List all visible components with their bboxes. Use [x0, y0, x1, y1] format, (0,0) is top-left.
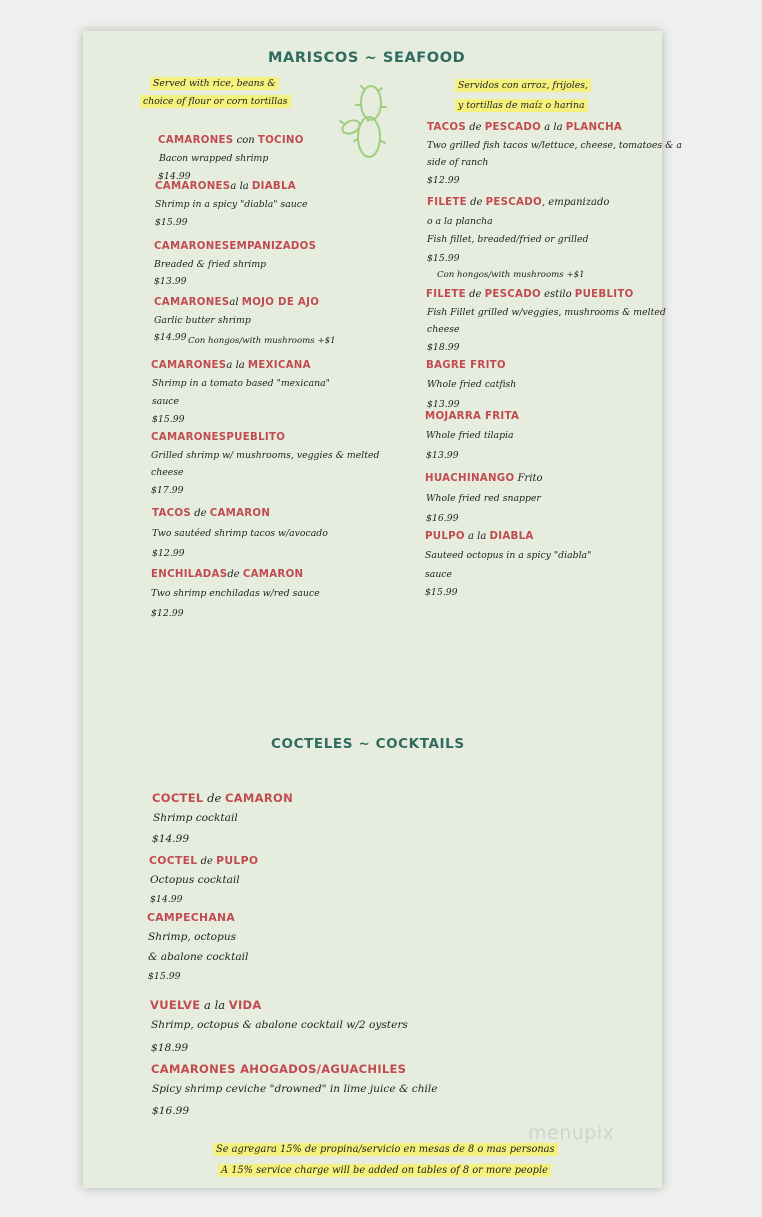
cactus-icon	[338, 83, 394, 161]
note-es-2: y tortillas de maíz o harina	[455, 93, 588, 112]
item-camarones-mexicana: CAMARONESa la MEXICANA	[151, 360, 311, 371]
item-desc: Garlic butter shrimp	[154, 315, 251, 326]
item-desc: sauce	[425, 569, 453, 580]
item-camarones-mojo-de-ajo: CAMARONESal MOJO DE AJO	[154, 297, 320, 308]
item-mojarra-frita: MOJARRA FRITA	[425, 411, 520, 422]
item-coctel-pulpo: COCTEL de PULPO	[149, 854, 259, 867]
item-camarones-tocino: CAMARONES con TOCINO	[158, 135, 304, 146]
item-campechana: CAMPECHANA	[147, 911, 236, 924]
item-desc: Bacon wrapped shrimp	[159, 153, 269, 164]
note-en-1: Served with rice, beans &	[150, 71, 279, 90]
item-desc: Breaded & fried shrimp	[154, 259, 267, 270]
item-price: $15.99	[427, 253, 460, 264]
cocktails-title: COCTELES ~ COCKTAILS	[271, 736, 465, 752]
item-price: $12.99	[152, 548, 185, 559]
item-price: $15.99	[425, 587, 458, 598]
item-desc: Spicy shrimp ceviche "drowned" in lime juice & chile	[152, 1083, 438, 1095]
item-desc: Fish Fillet grilled w/veggies, mushrooms & melted	[427, 307, 666, 318]
item-desc: Fish fillet, breaded/fried or grilled	[427, 234, 589, 245]
item-desc: Whole fried tilapia	[426, 430, 514, 441]
item-price: $16.99	[426, 513, 459, 524]
item-desc: Octopus cocktail	[150, 874, 240, 886]
item-price: $13.99	[154, 276, 187, 287]
item-desc: Two shrimp enchiladas w/red sauce	[151, 588, 320, 599]
item-addon: Con hongos/with mushrooms +$1	[437, 270, 585, 280]
item-price: $14.99	[150, 894, 183, 905]
item-price: $14.99	[158, 171, 191, 182]
seafood-title: MARISCOS ~ SEAFOOD	[268, 50, 466, 66]
item-desc: Shrimp in a tomato based "mexicana"	[152, 378, 330, 389]
item-desc: Two sautéed shrimp tacos w/avocado	[152, 528, 328, 539]
item-camarones-pueblito: CAMARONESPUEBLITO	[151, 432, 286, 443]
footer-note-en: A 15% service charge will be added on tables of 8 or more people	[218, 1165, 551, 1176]
item-coctel-camaron: COCTEL de CAMARON	[152, 791, 294, 805]
item-desc: o a la plancha	[427, 216, 493, 227]
item-desc: Shrimp in a spicy "diabla" sauce	[155, 199, 308, 210]
item-bagre-frito: BAGRE FRITO	[426, 360, 506, 371]
menu-page	[83, 31, 682, 1188]
item-filete-pescado: FILETE de PESCADO, empanizado	[427, 197, 610, 208]
item-price: $18.99	[427, 342, 460, 353]
item-desc: & abalone cocktail	[148, 951, 249, 963]
item-price: $14.99	[154, 332, 187, 343]
item-price: $15.99	[155, 217, 188, 228]
note-en-2: choice of flour or corn tortillas	[140, 89, 291, 108]
item-desc: Grilled shrimp w/ mushrooms, veggies & melted	[151, 450, 380, 461]
item-desc: Two grilled fish tacos w/lettuce, cheese, tomatoes & a	[427, 140, 682, 151]
watermark: menupix	[528, 1122, 615, 1144]
item-tacos-pescado-plancha: TACOS de PESCADO a la PLANCHA	[427, 122, 623, 133]
item-price: $13.99	[426, 450, 459, 461]
item-desc: Whole fried red snapper	[426, 493, 541, 504]
item-tacos-camaron: TACOS de CAMARON	[152, 508, 271, 519]
item-price: $15.99	[152, 414, 185, 425]
item-filete-pescado-pueblito: FILETE de PESCADO estilo PUEBLITO	[426, 289, 634, 300]
item-price: $16.99	[152, 1105, 190, 1117]
item-desc: Sauteed octopus in a spicy "diabla"	[425, 550, 592, 561]
item-camarones-empanizados: CAMARONESEMPANIZADOS	[154, 241, 317, 252]
item-desc: Whole fried catfish	[427, 379, 517, 390]
item-price: $14.99	[152, 833, 190, 845]
item-camarones-ahogados: CAMARONES AHOGADOS/AGUACHILES	[151, 1062, 407, 1076]
item-desc: Shrimp, octopus	[148, 931, 237, 943]
item-desc: Shrimp, octopus & abalone cocktail w/2 oysters	[151, 1019, 408, 1031]
item-desc: side of ranch	[427, 157, 489, 168]
item-camarones-diabla: CAMARONESa la DIABLA	[155, 181, 296, 192]
item-price: $17.99	[151, 485, 184, 496]
item-desc: cheese	[151, 467, 184, 478]
item-desc: Shrimp cocktail	[153, 812, 238, 824]
item-price: $18.99	[151, 1042, 189, 1054]
item-addon: Con hongos/with mushrooms +$1	[188, 336, 336, 346]
footer-note-es: Se agregara 15% de propina/servicio en mesas de 8 o mas personas	[213, 1144, 558, 1155]
note-es-1: Servidos con arroz, frijoles,	[455, 73, 591, 92]
item-desc: sauce	[152, 396, 180, 407]
item-price: $13.99	[427, 399, 460, 410]
item-price: $15.99	[148, 971, 181, 982]
item-vuelve-vida: VUELVE a la VIDA	[150, 998, 262, 1012]
item-pulpo-diabla: PULPO a la DIABLA	[425, 531, 534, 542]
item-huachinango-frito: HUACHINANGO Frito	[425, 473, 543, 484]
item-price: $12.99	[427, 175, 460, 186]
item-price: $12.99	[151, 608, 184, 619]
item-enchiladas-camaron: ENCHILADASde CAMARON	[151, 569, 304, 580]
item-desc: cheese	[427, 324, 460, 335]
